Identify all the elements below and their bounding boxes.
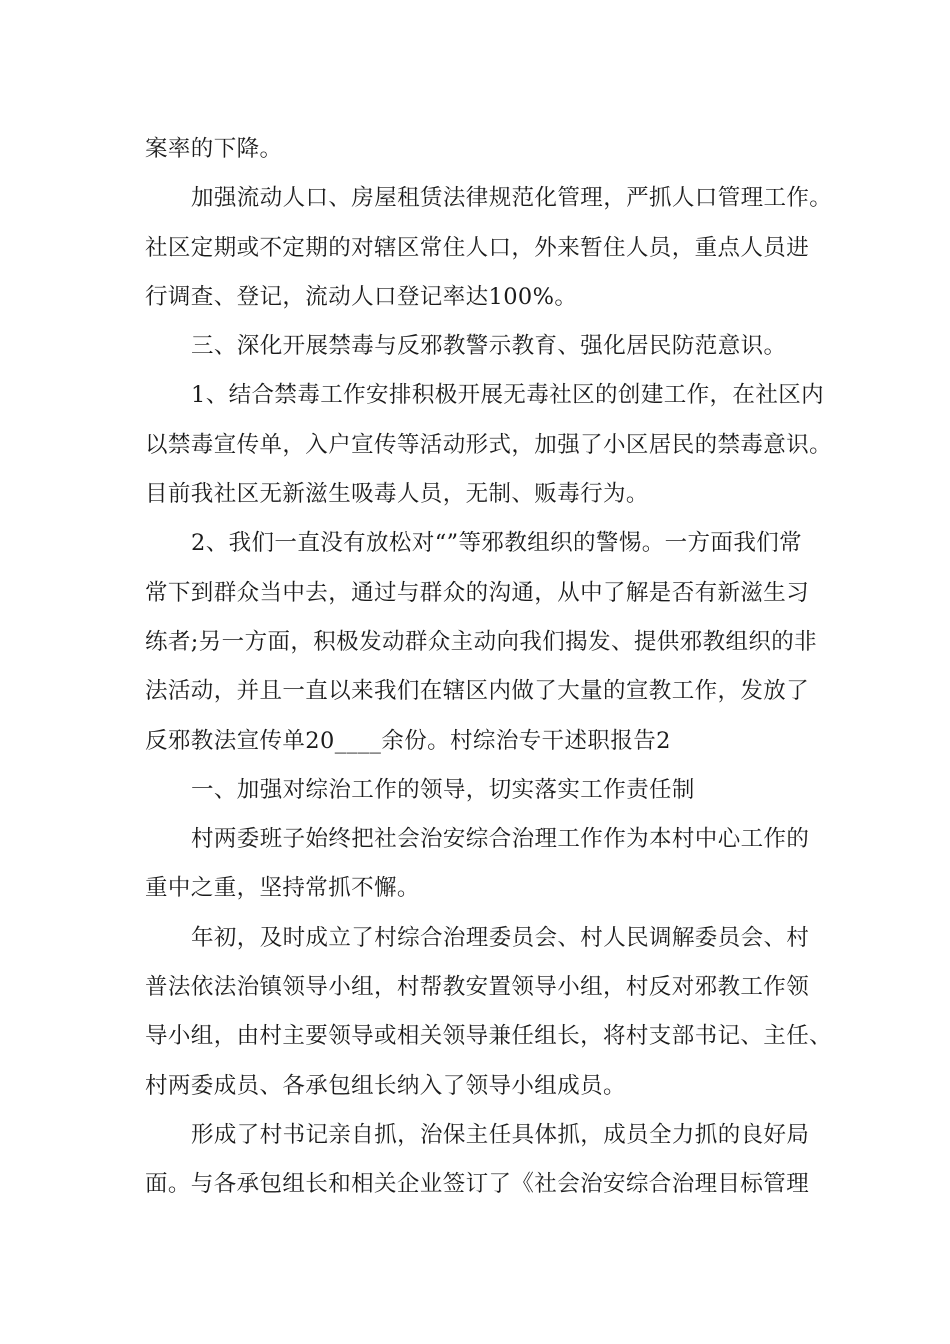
text-line: 村两委成员、各承包组长纳入了领导小组成员。 xyxy=(145,1072,626,1099)
text-line: 导小组，由村主要领导或相关领导兼任组长，将村支部书记、主任、 xyxy=(145,1023,833,1050)
text-line: 目前我社区无新滋生吸毒人员，无制、贩毒行为。 xyxy=(145,481,649,508)
text-line: 面。与各承包组长和相关企业签订了《社会治安综合治理目标管理 xyxy=(145,1171,810,1198)
text-line: 加强流动人口、房屋租赁法律规范化管理，严抓人口管理工作。 xyxy=(191,185,833,212)
text-line: 年初，及时成立了村综合治理委员会、村人民调解委员会、村 xyxy=(191,924,810,951)
text-line: 村两委班子始终把社会治安综合治理工作作为本村中心工作的 xyxy=(191,826,810,853)
text-line: 以禁毒宣传单，入户宣传等活动形式，加强了小区居民的禁毒意识。 xyxy=(145,431,833,458)
text-line: 反邪教法宣传单20____余份。村综治专干述职报告2 xyxy=(145,727,671,754)
text-line: 重中之重，坚持常抓不懈。 xyxy=(145,875,420,902)
text-line: 法活动，并且一直以来我们在辖区内做了大量的宣教工作，发放了 xyxy=(145,678,810,705)
text-line: 社区定期或不定期的对辖区常住人口，外来暂住人员，重点人员进 xyxy=(145,234,810,261)
text-line: 1、结合禁毒工作安排积极开展无毒社区的创建工作，在社区内 xyxy=(191,382,825,409)
text-line: 练者;另一方面，积极发动群众主动向我们揭发、提供邪教组织的非 xyxy=(145,628,818,655)
text-line: 形成了村书记亲自抓，治保主任具体抓，成员全力抓的良好局 xyxy=(191,1121,810,1148)
document-body xyxy=(145,125,833,1210)
text-line: 行调查、登记，流动人口登记率达100%。 xyxy=(145,283,578,310)
text-line: 常下到群众当中去，通过与群众的沟通，从中了解是否有新滋生习 xyxy=(145,579,810,606)
text-line: 普法依法治镇领导小组，村帮教安置领导小组，村反对邪教工作领 xyxy=(145,974,810,1001)
section-heading: 三、深化开展禁毒与反邪教警示教育、强化居民防范意识。 xyxy=(191,333,787,360)
section-heading: 一、加强对综治工作的领导，切实落实工作责任制 xyxy=(191,776,695,803)
text-line: 案率的下降。 xyxy=(145,136,283,162)
text-line: 2、我们一直没有放松对“”等邪教组织的警惕。一方面我们常 xyxy=(191,530,803,557)
